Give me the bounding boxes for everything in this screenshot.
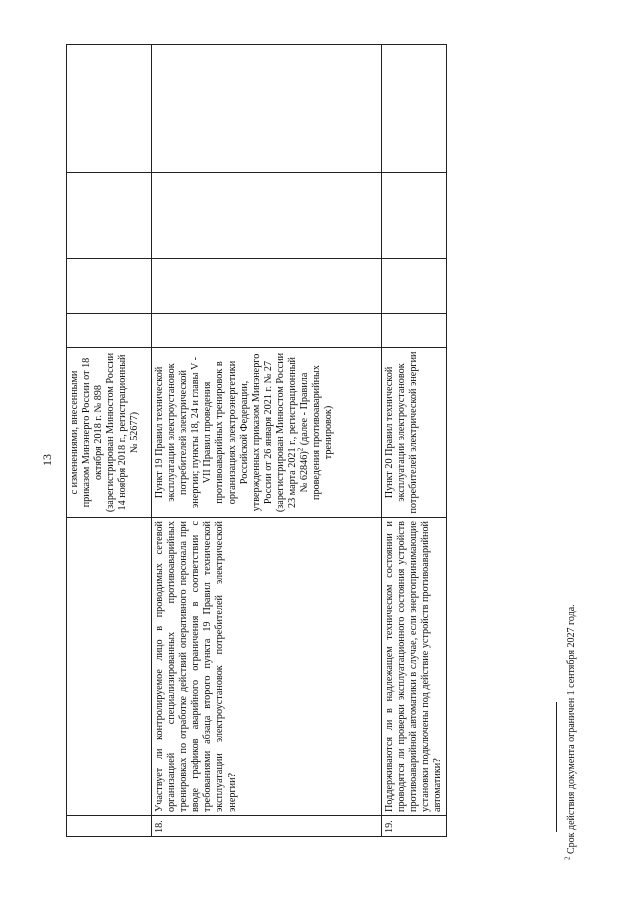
- row-number-cell: 18.: [152, 816, 382, 837]
- question-cell: Участвует ли контролируемое лицо в проводимых сетевой организацией специализированных противоаварийных тренировках по отработке действий оперативного персонала при вводе графиков аварийного ограничения в соответствии с требованиями абзаца второго пункта 19 Правил технической эксплуатации электроустановок потребителей электрической энергии?: [152, 518, 382, 816]
- checklist-table: [66, 45, 444, 837]
- answer-no-cell: [152, 259, 382, 314]
- footnote-text: Срок действия документа ограничен 1 сентября 2027 года.: [566, 604, 577, 857]
- answer-yes-cell: [152, 314, 382, 348]
- answer-yes-cell: [67, 314, 152, 348]
- table-row: [152, 45, 382, 837]
- table-row: [382, 45, 447, 837]
- row-number-cell: 19.: [382, 816, 447, 837]
- table-row: [67, 45, 152, 837]
- row-number-cell: [67, 816, 152, 837]
- note-cell: [382, 45, 447, 173]
- documents-text: Пункт 19 Правил технической эксплуатации электроустановок потребителей электрической энергии; пункты 18, 24 и главы V - VII Правил проведения противоаварийных тренировок в организациях электроэнергетики Российской Федерации, утвержденных приказом Минэнерго России от 26 января 2021 г. № 27 (зарегистрирован Минюстом России 23 марта 2021 г., регистрационный № 62846): [154, 352, 311, 513]
- page-number: 13: [40, 454, 54, 466]
- answer-not-applicable-cell: [152, 173, 382, 259]
- question-cell: [67, 518, 152, 816]
- answer-no-cell: [382, 259, 447, 314]
- answer-yes-cell: [382, 314, 447, 348]
- footnote-reference: 2: [296, 447, 305, 452]
- answer-not-applicable-cell: [382, 173, 447, 259]
- answer-no-cell: [67, 259, 152, 314]
- documents-cell: [152, 348, 382, 518]
- footnote-mark: 2: [563, 856, 572, 860]
- note-cell: [67, 45, 152, 173]
- answer-not-applicable-cell: [67, 173, 152, 259]
- documents-cell: с изменениями, внесенными приказом Минэнерго России от 18 октября 2018 г. № 898 (зарегистрирован Минюстом России 14 ноября 2018 г., регистрационный № 52677): [67, 348, 152, 518]
- documents-text-tail: (далее - Правила проведения противоаварийных тренировок): [299, 365, 335, 500]
- footnote: [563, 560, 578, 860]
- footnote-separator: [556, 702, 557, 832]
- note-cell: [152, 45, 382, 173]
- documents-cell: Пункт 20 Правил технической эксплуатации электроустановок потребителей электрической энергии: [382, 348, 447, 518]
- question-cell: Поддерживаются ли в надлежащем техническом состоянии и проводятся ли проверки эксплуатационного состояния устройств противоаварийной автоматики в случае, если энергопринимающие установки подключены под действие устройств противоаварийной автоматики?: [382, 518, 447, 816]
